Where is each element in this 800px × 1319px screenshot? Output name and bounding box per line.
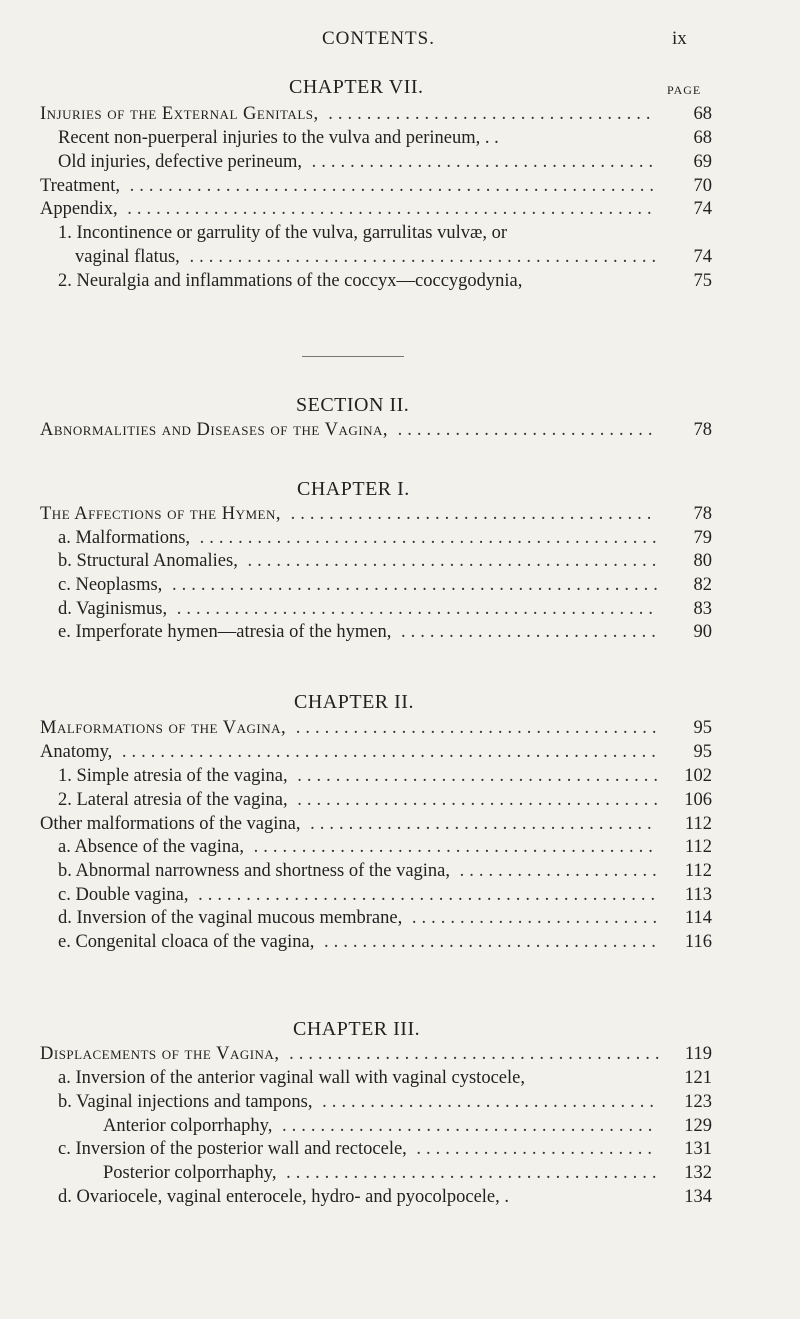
toc-entry: [58, 550, 712, 573]
toc-entry-label: b. Structural Anomalies,: [58, 551, 238, 571]
section-2-heading: SECTION II.: [296, 394, 410, 416]
toc-entry-page: 79: [693, 528, 712, 548]
toc-entry: [58, 270, 712, 293]
toc-entry-page: 119: [684, 1044, 712, 1064]
toc-entry-page: 95: [693, 742, 712, 762]
toc-entry: [58, 574, 712, 597]
toc-entry-page: 116: [684, 932, 712, 952]
toc-entry-page: 68: [693, 128, 712, 148]
toc-entry-label: Anatomy,: [40, 742, 113, 762]
dot-leader: .........................: [406, 1139, 658, 1159]
toc-entry-page: 68: [693, 104, 712, 124]
dot-leader: ......................................: [287, 790, 663, 810]
toc-entry: [40, 503, 712, 526]
toc-entry: [58, 860, 712, 883]
toc-entry: [58, 598, 712, 621]
toc-entry: [40, 717, 712, 740]
dot-leader: ..................................: [318, 104, 656, 124]
toc-entry-label: c. Neoplasms,: [58, 575, 163, 595]
toc-entry-label: b. Vaginal injections and tampons,: [58, 1092, 313, 1112]
dot-leader: ..........................: [402, 908, 663, 928]
toc-entry: [58, 765, 712, 788]
toc-entry: [58, 884, 712, 907]
toc-entry-label: Old injuries, defective perineum,: [58, 152, 303, 172]
toc-entry: [58, 1186, 712, 1209]
toc-entry: [58, 907, 712, 930]
toc-entry-label: Posterior colporrhaphy,: [103, 1163, 277, 1183]
dot-leader: ..................................................: [167, 599, 659, 619]
running-head-title: CONTENTS.: [322, 28, 435, 49]
dot-leader: ..........................................: [243, 837, 658, 857]
dot-leader: .......................................................: [120, 176, 659, 196]
toc-entry-label: 1. Incontinence or garrulity of the vulva, garrulitas vulvæ, or: [58, 223, 508, 243]
toc-entry: [103, 1115, 712, 1138]
toc-entry-page: 106: [684, 790, 712, 810]
toc-entry-label: d. Inversion of the vaginal mucous membrane,: [58, 908, 403, 928]
dot-leader: ................................................: [188, 885, 661, 905]
toc-entry: [58, 151, 712, 174]
toc-entry-label: vaginal flatus,: [75, 247, 180, 267]
toc-entry: [58, 222, 712, 245]
toc-entry: [40, 1043, 712, 1066]
toc-entry: [58, 1138, 712, 1161]
toc-entry-label: The Affections of the Hymen,: [40, 504, 281, 524]
toc-entry-page: 95: [693, 718, 712, 738]
toc-entry-page: 90: [693, 622, 712, 642]
toc-entry-page: 80: [693, 551, 712, 571]
dot-leader: ...........................................: [237, 551, 662, 571]
toc-entry-label: e. Congenital cloaca of the vagina,: [58, 932, 315, 952]
dot-leader: .................................................: [179, 247, 662, 267]
toc-entry-page: 74: [693, 247, 712, 267]
toc-entry: [40, 103, 712, 126]
toc-entry: [58, 1091, 712, 1114]
running-head-page-number: ix: [672, 28, 687, 49]
toc-entry-page: 131: [684, 1139, 712, 1159]
toc-entry-page: 123: [684, 1092, 712, 1112]
toc-entry-page: 69: [693, 152, 712, 172]
chapter-2-heading: CHAPTER II.: [294, 691, 414, 713]
toc-entry-page: 112: [684, 814, 712, 834]
dot-leader: ......................................: [280, 504, 657, 524]
toc-entry-label: Displacements of the Vagina,: [40, 1044, 280, 1064]
dot-leader: .......................................: [276, 1163, 662, 1183]
toc-entry: [40, 198, 712, 221]
toc-entry: [58, 931, 712, 954]
toc-entry-label: Abnormalities and Diseases of the Vagina,: [40, 420, 388, 440]
dot-leader: ...........................: [391, 622, 661, 642]
toc-entry-page: 132: [684, 1163, 712, 1183]
toc-entry-page: 112: [684, 861, 712, 881]
dot-leader: ................................................: [190, 528, 662, 548]
toc-entry: [75, 246, 712, 269]
toc-entry-label: c. Double vagina,: [58, 885, 189, 905]
toc-entry-page: 121: [684, 1068, 712, 1088]
toc-entry-label: Anterior colporrhaphy,: [103, 1116, 273, 1136]
toc-entry-label: Appendix,: [40, 199, 118, 219]
running-head: [0, 28, 800, 52]
dot-leader: ....................................: [300, 814, 657, 834]
toc-entry-label: 2. Neuralgia and inflammations of the coccyx—coccygodynia,: [58, 271, 523, 291]
toc-entry-page: 112: [684, 837, 712, 857]
toc-entry: [103, 1162, 712, 1185]
toc-entry-label: e. Imperforate hymen—atresia of the hymen,: [58, 622, 392, 642]
dot-leader: ....................................: [302, 152, 659, 172]
toc-entry-page: 83: [693, 599, 712, 619]
toc-entry-page: 74: [693, 199, 712, 219]
chapter-3-heading: CHAPTER III.: [293, 1018, 421, 1040]
toc-entry-label: 2. Lateral atresia of the vagina,: [58, 790, 288, 810]
toc-entry-label: 1. Simple atresia of the vagina,: [58, 766, 288, 786]
toc-entry: [58, 836, 712, 859]
toc-entry: [58, 789, 712, 812]
toc-entry-page: 113: [684, 885, 712, 905]
dot-leader: .......................................................: [117, 199, 657, 219]
toc-entry-label: d. Vaginismus,: [58, 599, 168, 619]
dot-leader: ...................................: [314, 932, 661, 952]
toc-entry-label: a. Inversion of the anterior vaginal wall with vaginal cystocele,: [58, 1068, 525, 1088]
dot-leader: .......................................: [279, 1044, 665, 1064]
chapter-7-heading: CHAPTER VII.: [289, 76, 424, 98]
toc-entry-page: 70: [693, 176, 712, 196]
toc-entry-page: 102: [684, 766, 712, 786]
dot-leader: ...................................: [312, 1092, 660, 1112]
toc-entry-label: d. Ovariocele, vaginal enterocele, hydro- and pyocolpocele, .: [58, 1187, 510, 1207]
toc-entry-label: b. Abnormal narrowness and shortness of the vagina,: [58, 861, 451, 881]
toc-entry-page: 114: [684, 908, 712, 928]
dot-leader: ...........................: [388, 420, 658, 440]
toc-entry: [40, 419, 712, 442]
dot-leader: ......................................: [287, 766, 664, 786]
toc-entry: [58, 527, 712, 550]
toc-entry-page: 134: [684, 1187, 712, 1207]
toc-entry-page: 82: [693, 575, 712, 595]
dot-leader: .....................: [450, 861, 662, 881]
toc-entry-label: Other malformations of the vagina,: [40, 814, 301, 834]
toc-entry-label: c. Inversion of the posterior wall and rectocele,: [58, 1139, 407, 1159]
toc-entry: [40, 813, 712, 836]
toc-entry-label: a. Absence of the vagina,: [58, 837, 244, 857]
toc-entry: [58, 621, 712, 644]
toc-entry-page: 78: [693, 420, 712, 440]
section-divider-rule: [302, 356, 404, 357]
toc-entry-label: Treatment,: [40, 176, 120, 196]
toc-entry: [40, 175, 712, 198]
toc-entry-page: 78: [693, 504, 712, 524]
dot-leader: ...................................................: [162, 575, 663, 595]
dot-leader: ......................................: [286, 718, 662, 738]
toc-entry-label: Recent non-puerperal injuries to the vulva and perineum, . .: [58, 128, 499, 148]
page-column-label: PAGE: [667, 83, 702, 97]
toc-entry: [40, 741, 712, 764]
dot-leader: .......................................: [272, 1116, 658, 1136]
chapter-1-heading: CHAPTER I.: [297, 478, 410, 500]
toc-entry-page: 75: [693, 271, 712, 291]
dot-leader: ........................................................: [112, 742, 661, 762]
toc-entry-label: Malformations of the Vagina,: [40, 718, 287, 738]
toc-entry-page: 129: [684, 1116, 712, 1136]
toc-entry-label: a. Malformations,: [58, 528, 191, 548]
toc-entry: [58, 127, 712, 150]
toc-entry: [58, 1067, 712, 1090]
toc-entry-label: Injuries of the External Genitals,: [40, 104, 319, 124]
